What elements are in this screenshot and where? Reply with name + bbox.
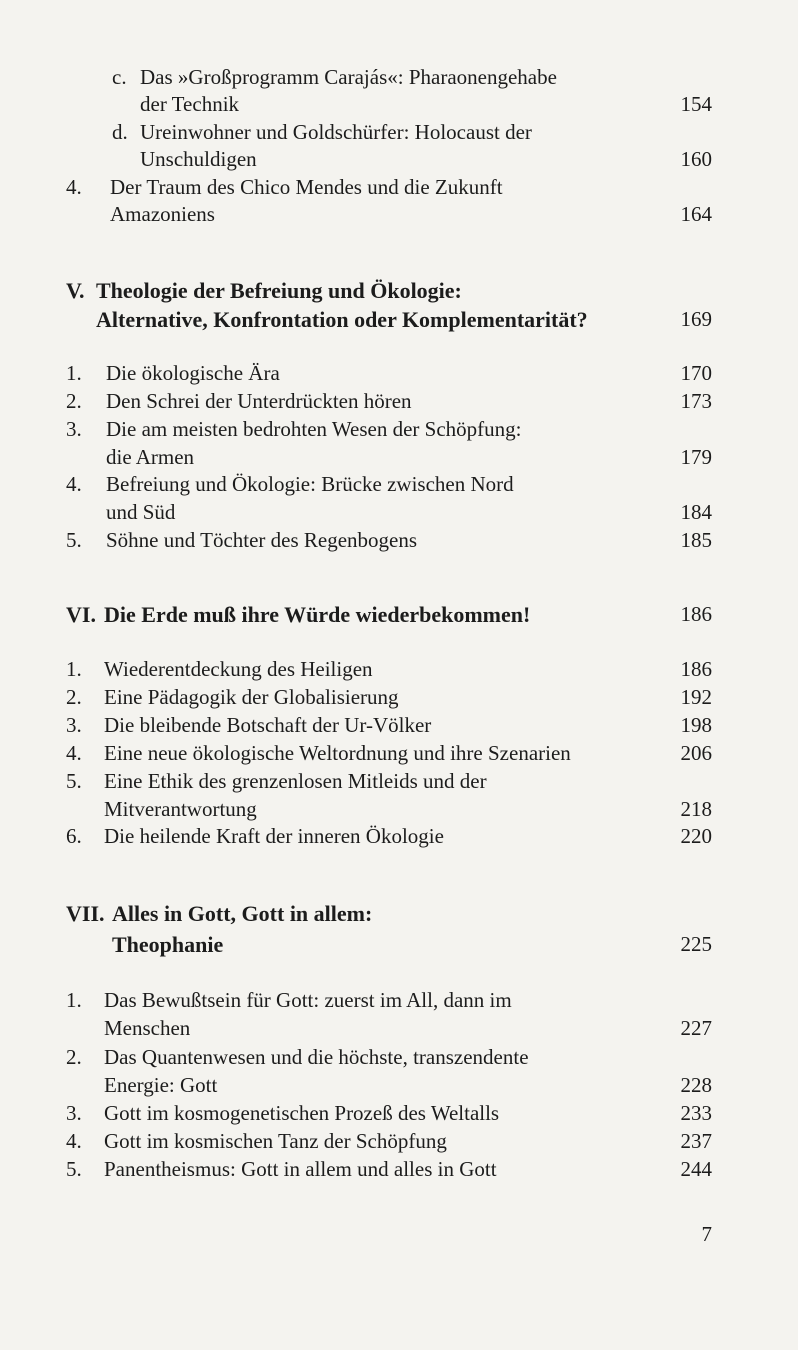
- entry-title-line: Die bleibende Botschaft der Ur-Völker: [104, 713, 432, 737]
- chapter-title-line: Die Erde muß ihre Würde wiederbekommen!: [104, 602, 531, 627]
- entry-title-line: Menschen: [104, 1016, 191, 1040]
- entry-number: 1.: [66, 988, 82, 1012]
- entry-title-line: Söhne und Töchter des Regenbogens: [106, 528, 418, 552]
- chapter-page-number: 169: [680, 307, 712, 331]
- entry-title-line: Gott im kosmogenetischen Prozeß des Weltalls: [104, 1101, 500, 1125]
- entry-page-number: 227: [680, 1016, 712, 1040]
- chapter-title-line: Theologie der Befreiung und Ökologie:: [96, 278, 462, 303]
- entry-title-line: Amazoniens: [110, 202, 215, 226]
- entry-title-line: Das Quantenwesen und die höchste, transzendente: [104, 1045, 529, 1069]
- entry-number: 3.: [66, 713, 82, 737]
- page-folio-number: 7: [701, 1222, 712, 1246]
- entry-title-line: Befreiung und Ökologie: Brücke zwischen Nord: [106, 472, 514, 496]
- entry-title-line: Mitverantwortung: [104, 797, 257, 821]
- entry-title-line: Wiederentdeckung des Heiligen: [104, 657, 373, 681]
- entry-number: 2.: [66, 685, 82, 709]
- entry-page-number: 154: [680, 92, 712, 116]
- entry-number: 4.: [66, 741, 82, 765]
- entry-title-line: und Süd: [106, 500, 176, 524]
- entry-page-number: 198: [680, 713, 712, 737]
- entry-page-number: 233: [680, 1101, 712, 1125]
- entry-page-number: 173: [680, 389, 712, 413]
- entry-number: 5.: [66, 528, 82, 552]
- entry-title-line: Eine Ethik des grenzenlosen Mitleids und der: [104, 769, 487, 793]
- entry-page-number: 186: [680, 657, 712, 681]
- entry-title-line: die Armen: [106, 445, 195, 469]
- entry-number: 5.: [66, 1157, 82, 1181]
- entry-title-line: Den Schrei der Unterdrückten hören: [106, 389, 412, 413]
- chapter-title-line: Alternative, Konfrontation oder Komplementarität?: [96, 307, 588, 332]
- entry-title-line: Das Bewußtsein für Gott: zuerst im All, dann im: [104, 988, 512, 1012]
- entry-page-number: 192: [680, 685, 712, 709]
- entry-number: 4.: [66, 175, 82, 199]
- entry-title-line: Das »Großprogramm Carajás«: Pharaonengehabe: [140, 65, 557, 89]
- entry-title-line: Ureinwohner und Goldschürfer: Holocaust der: [140, 120, 532, 144]
- chapter-title-line: Theophanie: [112, 932, 224, 957]
- entry-title-line: Energie: Gott: [104, 1073, 218, 1097]
- entry-number: 4.: [66, 472, 82, 496]
- entry-title-line: Panentheismus: Gott in allem und alles in Gott: [104, 1157, 497, 1181]
- entry-page-number: 244: [680, 1157, 712, 1181]
- entry-page-number: 206: [680, 741, 712, 765]
- chapter-page-number: 186: [680, 602, 712, 626]
- entry-page-number: 170: [680, 361, 712, 385]
- chapter-page-number: 225: [680, 932, 712, 956]
- entry-title-line: Eine Pädagogik der Globalisierung: [104, 685, 399, 709]
- entry-page-number: 228: [680, 1073, 712, 1097]
- entry-number: 2.: [66, 389, 82, 413]
- entry-number: 4.: [66, 1129, 82, 1153]
- entry-page-number: 164: [680, 202, 712, 226]
- entry-page-number: 220: [680, 824, 712, 848]
- entry-number: 3.: [66, 1101, 82, 1125]
- entry-page-number: 185: [680, 528, 712, 552]
- entry-title-line: Die heilende Kraft der inneren Ökologie: [104, 824, 444, 848]
- entry-page-number: 237: [680, 1129, 712, 1153]
- chapter-number: VI.: [66, 602, 96, 627]
- chapter-number: VII.: [66, 901, 105, 926]
- entry-number: 1.: [66, 657, 82, 681]
- entry-title-line: Die ökologische Ära: [106, 361, 280, 385]
- entry-page-number: 160: [680, 147, 712, 171]
- entry-title-line: der Technik: [140, 92, 240, 116]
- entry-title-line: Eine neue ökologische Weltordnung und ihre Szenarien: [104, 741, 571, 765]
- entry-page-number: 184: [680, 500, 712, 524]
- entry-title-line: Der Traum des Chico Mendes und die Zukunft: [110, 175, 503, 199]
- entry-number: 2.: [66, 1045, 82, 1069]
- entry-page-number: 179: [680, 445, 712, 469]
- entry-title-line: Die am meisten bedrohten Wesen der Schöpfung:: [106, 417, 522, 441]
- entry-page-number: 218: [680, 797, 712, 821]
- entry-number: c.: [112, 65, 127, 89]
- chapter-number: V.: [66, 278, 85, 303]
- chapter-title-line: Alles in Gott, Gott in allem:: [112, 901, 373, 926]
- entry-number: 6.: [66, 824, 82, 848]
- entry-title-line: Unschuldigen: [140, 147, 257, 171]
- entry-title-line: Gott im kosmischen Tanz der Schöpfung: [104, 1129, 447, 1153]
- entry-number: 3.: [66, 417, 82, 441]
- entry-number: d.: [112, 120, 128, 144]
- entry-number: 1.: [66, 361, 82, 385]
- entry-number: 5.: [66, 769, 82, 793]
